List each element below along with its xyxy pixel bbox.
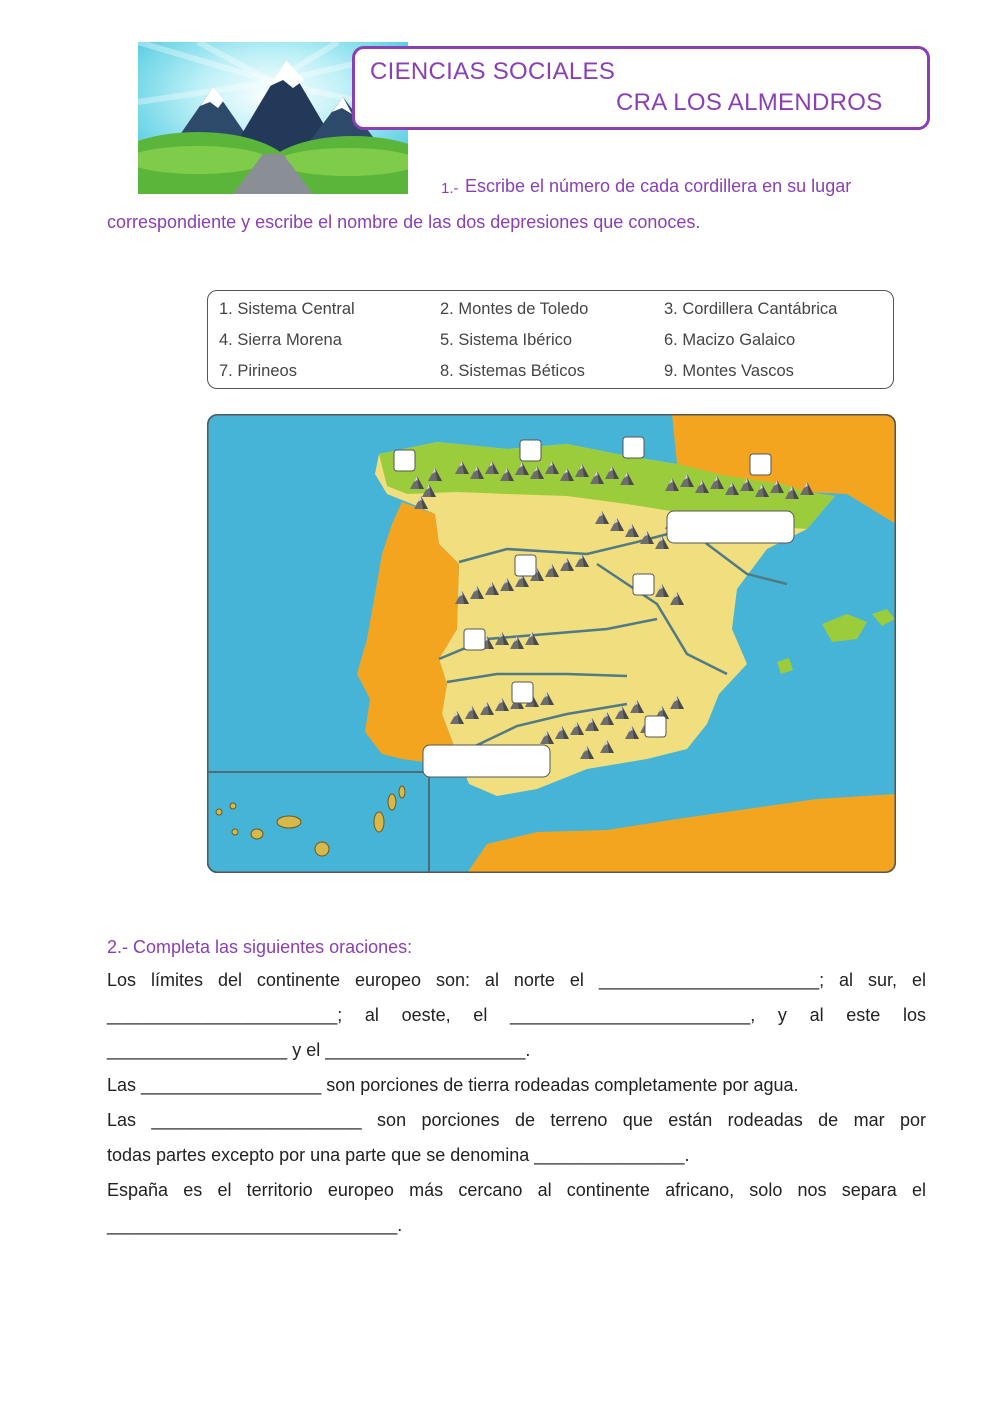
sentence-line: Las _____________________ son porciones de terreno que están rodeadas de mar por bbox=[107, 1110, 926, 1130]
iberian-peninsula-map bbox=[207, 414, 896, 873]
exercise1-number: 1.- bbox=[441, 180, 459, 197]
answer-box bbox=[623, 437, 644, 458]
exercise1-instruction-line2: correspondiente y escribe el nombre de las dos depresiones que conoces. bbox=[107, 212, 701, 232]
answer-box bbox=[515, 555, 536, 576]
sentence-line: todas partes excepto por una parte que se denomina _______________. bbox=[107, 1145, 690, 1165]
legend-item: 5. Sistema Ibérico bbox=[440, 331, 573, 349]
answer-box bbox=[512, 682, 533, 703]
answer-box bbox=[645, 716, 666, 737]
legend-item: 8. Sistemas Béticos bbox=[440, 362, 585, 380]
answer-box bbox=[633, 574, 654, 595]
legend-item: 7. Pirineos bbox=[219, 362, 297, 380]
exercise2-title: 2.- Completa las siguientes oraciones: bbox=[107, 937, 413, 957]
sentence-line: Las __________________ son porciones de tierra rodeadas completamente por agua. bbox=[107, 1075, 799, 1095]
answer-box bbox=[394, 450, 415, 471]
legend-item: 2. Montes de Toledo bbox=[440, 300, 589, 318]
depression-answer-box bbox=[667, 511, 794, 543]
legend-item: 1. Sistema Central bbox=[219, 300, 355, 318]
depression-answer-box bbox=[423, 745, 550, 777]
sentence-line: Los límites del continente europeo son: al norte el ______________________; al sur, el bbox=[107, 970, 926, 990]
answer-box bbox=[464, 629, 485, 650]
sentence-line: _____________________________. bbox=[107, 1215, 403, 1235]
answer-box bbox=[520, 440, 541, 461]
exercise1-instruction-line1: Escribe el número de cada cordillera en su lugar bbox=[465, 176, 852, 196]
mountain-range-legend bbox=[207, 290, 894, 389]
sentence-line: _______________________; al oeste, el ________________________, y al este los bbox=[107, 1005, 926, 1025]
answer-box bbox=[750, 454, 771, 475]
sentence-line: __________________ y el ____________________. bbox=[107, 1040, 531, 1060]
legend-item: 3. Cordillera Cantábrica bbox=[664, 300, 838, 318]
subject-title: CIENCIAS SOCIALES bbox=[370, 58, 616, 85]
legend-item: 6. Macizo Galaico bbox=[664, 331, 796, 349]
legend-item: 9. Montes Vascos bbox=[664, 362, 794, 380]
sentence-line: España es el territorio europeo más cercano al continente africano, solo nos separa el bbox=[107, 1180, 926, 1200]
legend-item: 4. Sierra Morena bbox=[219, 331, 342, 349]
school-name: CRA LOS ALMENDROS bbox=[616, 89, 883, 116]
